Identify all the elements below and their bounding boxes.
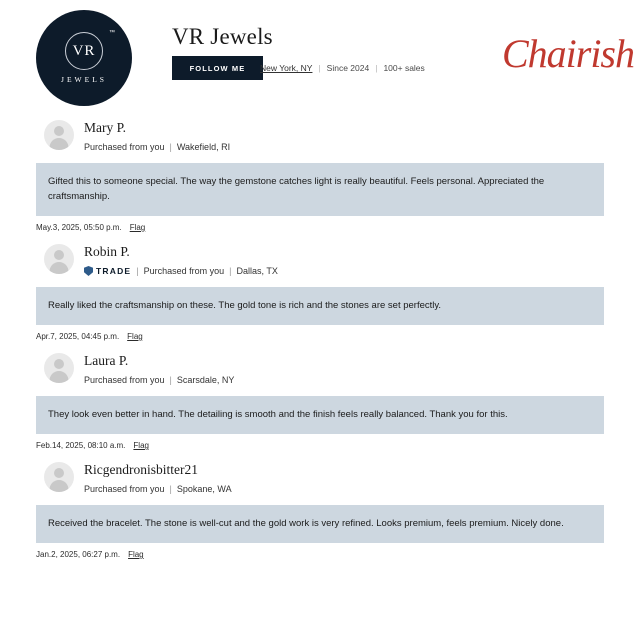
review-text: Really liked the craftsmanship on these. The gold tone is rich and the stones are set perfectly. (36, 287, 604, 325)
reviewer-row (0, 454, 640, 495)
purchase-label: Purchased from you (84, 142, 165, 152)
logo-wordmark: JEWELS (61, 75, 107, 84)
subline-separator: | (169, 484, 172, 494)
avatar (44, 353, 74, 383)
shop-since: Since 2024 (326, 63, 370, 73)
reviewer-info (84, 462, 232, 495)
chairish-logo[interactable]: Chairish (501, 31, 634, 76)
trademark-symbol: ™ (109, 30, 115, 36)
reviewer-name: Laura P. (84, 353, 129, 368)
review-item (0, 454, 640, 563)
reviewer-name: Ricgendronisbitter21 (84, 462, 198, 477)
flag-link[interactable]: Flag (133, 441, 149, 450)
reviewer-subline (84, 374, 234, 386)
review-date: May.3, 2025, 05:50 p.m. (36, 223, 122, 232)
review-item (0, 345, 640, 454)
reviewer-location: Scarsdale, NY (176, 375, 235, 385)
review-text: They look even better in hand. The detailing is smooth and the finish feels really balanced. Thank you for this. (36, 396, 604, 434)
reviewer-info (84, 244, 278, 277)
reviewer-info (84, 120, 230, 153)
review-date: Apr.7, 2025, 04:45 p.m. (36, 332, 120, 341)
page-title: VR Jewels (172, 24, 273, 49)
subline-separator: | (169, 375, 172, 385)
purchase-label: Purchased from you (84, 484, 165, 494)
meta-separator-2: | (375, 63, 378, 73)
reviewer-name: Robin P. (84, 244, 130, 259)
avatar (44, 120, 74, 150)
trade-badge-label: TRADE (96, 266, 132, 276)
review-date: Jan.2, 2025, 06:27 p.m. (36, 550, 121, 559)
subline-separator: | (169, 142, 172, 152)
reviewer-location: Spokane, WA (176, 484, 232, 494)
trade-badge (84, 265, 131, 277)
reviews-list (0, 112, 640, 563)
reviewer-name: Mary P. (84, 120, 127, 135)
subline-separator: | (229, 266, 232, 276)
purchase-label: Purchased from you (143, 266, 225, 276)
shop-meta (260, 56, 425, 80)
flag-link[interactable]: Flag (129, 223, 146, 232)
reviewer-location: Dallas, TX (236, 266, 278, 276)
avatar (44, 244, 74, 274)
reviewer-subline (84, 265, 278, 277)
review-footer (36, 550, 640, 563)
reviewer-row (0, 112, 640, 153)
review-footer (36, 223, 640, 236)
review-text: Received the bracelet. The stone is well-cut and the gold work is very refined. Looks premium, feels premium. Nicely done. (36, 505, 604, 543)
follow-button[interactable]: FOLLOW ME (172, 56, 263, 80)
review-text: Gifted this to someone special. The way the gemstone catches light is really beautiful. Feels personal. Appreciated the craftsmanship. (36, 163, 604, 216)
shop-header (0, 0, 640, 112)
meta-separator-1: | (318, 63, 321, 73)
shop-logo[interactable] (36, 10, 132, 106)
flag-link[interactable]: Flag (128, 550, 144, 559)
reviewer-location: Wakefield, RI (176, 142, 231, 152)
reviewer-row (0, 345, 640, 386)
shop-location-link[interactable]: New York, NY (260, 63, 313, 73)
review-footer (36, 441, 640, 454)
flag-link[interactable]: Flag (127, 332, 143, 341)
reviewer-subline (84, 483, 232, 495)
logo-monogram: VR (65, 32, 103, 70)
purchase-label: Purchased from you (84, 375, 165, 385)
shield-icon (84, 266, 93, 276)
avatar (44, 462, 74, 492)
reviewer-subline (84, 141, 230, 153)
review-item (0, 236, 640, 345)
review-date: Feb.14, 2025, 08:10 a.m. (36, 441, 126, 450)
reviewer-info (84, 353, 234, 386)
review-footer (36, 332, 640, 345)
review-item (0, 112, 640, 236)
reviewer-row (0, 236, 640, 277)
shop-sales-count: 100+ sales (383, 63, 425, 73)
subline-separator: | (136, 266, 139, 276)
